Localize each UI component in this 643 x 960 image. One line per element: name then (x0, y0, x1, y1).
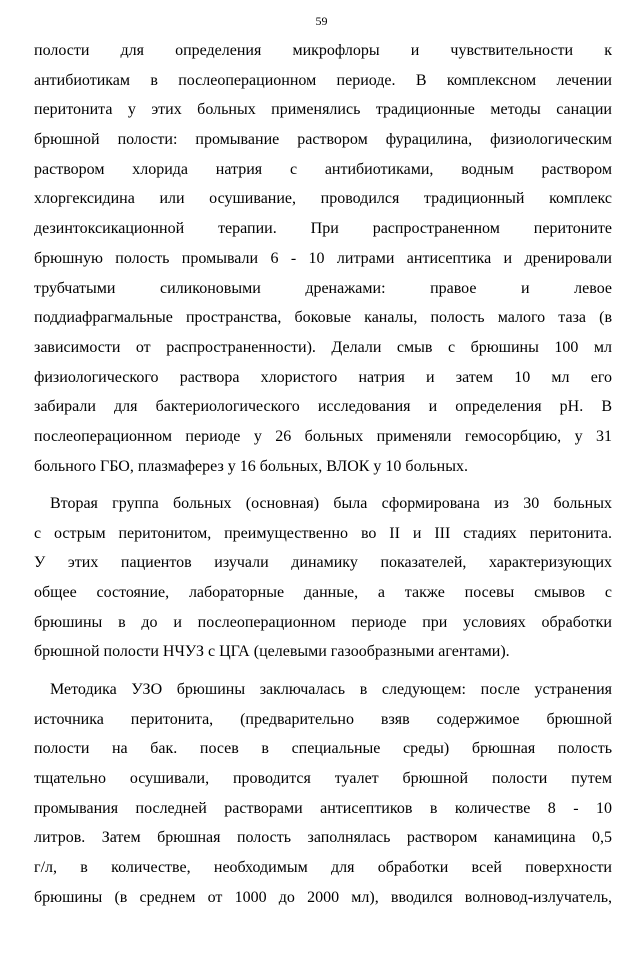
text-line: больного ГБО, плазмаферез у 16 больных, ВЛОК у 10 больных. (34, 457, 468, 475)
text-line: источника перитонита, (предварительно взяв содержимое брюшной (34, 710, 612, 728)
text-line: брюшной полости НЧУЗ с ЦГА (целевыми газообразными агентами). (34, 643, 510, 661)
text-line: перитонита у этих больных применялись традиционные методы санации (34, 101, 612, 119)
text-line: брюшной полости: промывание раствором фурацилина, физиологическим (34, 131, 612, 149)
text-line: хлоргексидина или осушивание, проводился традиционный комплекс (34, 190, 612, 208)
text-line: брюшины в до и послеоперационном периоде при условиях обработки (34, 613, 612, 631)
text-line: физиологического раствора хлористого натрия и затем 10 мл его (34, 368, 612, 386)
text-line: полости для определения микрофлоры и чувствительности к (34, 42, 612, 59)
text-line: промывания последней растворами антисептиков в количестве 8 - 10 (34, 799, 612, 817)
text-line: полости на бак. посев в специальные среды) брюшная полость (34, 740, 612, 758)
text-line: г/л, в количестве, необходимым для обработки всей поверхности (34, 859, 612, 877)
text-line: Вторая группа больных (основная) была сформирована из 30 больных (50, 495, 612, 512)
page-number: 59 (315, 14, 328, 28)
text-line: с острым перитонитом, преимущественно во II и III стадиях перитонита. (34, 524, 612, 542)
paragraph-3 (34, 675, 612, 913)
text-line: послеоперационном периоде у 26 больных применяли гемосорбцию, у 31 (34, 427, 612, 445)
paragraph-2 (34, 489, 612, 667)
text-line: антибиотикам в послеоперационном периоде. В комплексном лечении (34, 71, 612, 89)
text-line: брюшины (в среднем от 1000 до 2000 мл), вводился волновод-излучатель, (34, 888, 612, 906)
text-line: поддиафрагмальные пространства, боковые каналы, полость малого таза (в (34, 309, 612, 327)
text-line: литров. Затем брюшная полость заполнялась раствором канамицина 0,5 (34, 829, 612, 847)
text-line: зависимости от распространенности). Делали смыв с брюшины 100 мл (34, 338, 612, 356)
text-line: забирали для бактериологического исследования и определения рН. В (34, 398, 612, 416)
paragraph-1 (34, 36, 612, 481)
text-line: раствором хлорида натрия с антибиотиками, водным раствором (34, 160, 612, 178)
text-line: дезинтоксикационной терапии. При распространенном перитоните (34, 220, 612, 238)
text-line: Методика УЗО брюшины заключалась в следующем: после устранения (50, 681, 612, 698)
text-line: У этих пациентов изучали динамику показателей, характеризующих (34, 554, 612, 572)
text-line: общее состояние, лабораторные данные, а также посевы смывов с (34, 584, 612, 602)
text-line: брюшную полость промывали 6 - 10 литрами антисептика и дренировали (34, 249, 612, 267)
text-line: трубчатыми силиконовыми дренажами: правое и левое (34, 279, 612, 297)
text-line: тщательно осушивали, проводится туалет брюшной полости путем (34, 770, 612, 788)
